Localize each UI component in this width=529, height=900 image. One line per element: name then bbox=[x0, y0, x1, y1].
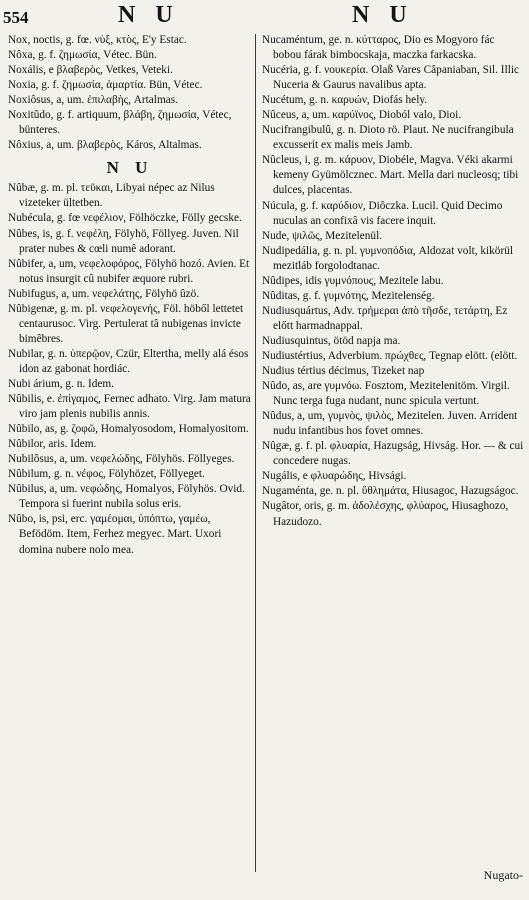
dictionary-entry: Nûdo, as, are γυμνόω. Fosztom, Mezitelenitöm. Virgil. Nunc terga fuga nudant, nunc spicula vertunt. bbox=[262, 380, 510, 408]
dictionary-entry: Nûcleus, i, g. m. κάρυον, Diobéle, Magva. Véki akarmi kemeny Gyümölcznec. Mart. Mella dari nucleosq; tibi dulces, placentas. bbox=[262, 154, 519, 197]
dictionary-entry: Nûbes, is, g. f. νεφέλη, Fölyhö, Föllyeg. Juven. Nil prater nubes & cœli numê adorant. bbox=[8, 227, 239, 255]
dictionary-entry: Nude, ψιλῶς, Mezitelenül. bbox=[262, 229, 383, 242]
dictionary-entry: Noxia, g. f. ζημωσία, ἁμαρτία. Bün, Vétec. bbox=[8, 79, 203, 92]
left-column bbox=[8, 33, 252, 558]
dictionary-entry: Nudipedália, g. n. pl. γυμνοπόδια, Aldozat volt, kikörül mezitláb forgolodtanac. bbox=[262, 244, 514, 272]
dictionary-entry: Nûbilis, e. ἐπίγαμος, Fernec adhato. Virg. Jam matura viro jam plenis nubilis annis. bbox=[8, 393, 251, 421]
dictionary-entry: Nucétum, g. n. καρυών, Diofás hely. bbox=[262, 94, 428, 107]
dictionary-entry: Nudiusquintus, ötöd napja ma. bbox=[262, 334, 401, 347]
dictionary-entry: Nûbifer, a, um, νεφελοφόρος, Fölyhö hozó. Avien. Et notus insurgit cû nubifer æquore rubri. bbox=[8, 257, 250, 285]
dictionary-entry: Nucéria, g. f. νουκερία. Olaß Vares Câpaniaban, Sil. Illic Nuceria & Gaurus navalibus apta. bbox=[262, 64, 520, 92]
dictionary-entry: Nubilar, g. n. ὑπερῷον, Czür, Eltertha, melly alá ésos idon az gabonat hordiác. bbox=[8, 347, 249, 375]
dictionary-entry: Nugaménta, ge. n. pl. ὕθλημάτα, Hiusagoc, Hazugságoc. bbox=[262, 485, 519, 498]
left-entries-top bbox=[8, 33, 252, 153]
right-column bbox=[262, 33, 524, 530]
dictionary-entry: Nugális, e φλυαρώδης, Hivsági. bbox=[262, 470, 407, 483]
dictionary-entry: Nubécula, g. fœ νεφέλιον, Fölhöczke, Fölly gecske. bbox=[8, 212, 242, 225]
page-number: 554 bbox=[3, 8, 29, 27]
dictionary-entry: Noxitûdo, g. f. artiquum, βλάβη, ζημωσία, Vétec, bünteres. bbox=[8, 109, 232, 137]
dictionary-entry: Nudiustértius, Adverbium. πρώχθες, Tegnap elött. (elött. bbox=[262, 349, 518, 362]
section-heading: N U bbox=[106, 158, 154, 178]
dictionary-entry: Nôxius, a, um. βλαβερὸς, Káros, Altalmas. bbox=[8, 139, 202, 152]
left-entries-bottom bbox=[8, 181, 252, 557]
dictionary-entry: Nûditas, g. f. γυμνότης, Mezitelenség. bbox=[262, 289, 435, 302]
dictionary-entry: Nugâtor, oris, g. m. ἀδολέσχης, φλύαρος, Hiusaghozo, Hazudozo. bbox=[262, 500, 509, 528]
left-column-heading: N U bbox=[118, 2, 180, 28]
dictionary-entry: Nox, noctis, g. fœ. νὺξ, κτὸς, E'y Estac. bbox=[8, 34, 187, 46]
dictionary-entry: Noxiôsus, a, um. ἐπιλαβὴς, Artalmas. bbox=[8, 94, 178, 107]
dictionary-entry: Nûbilus, a, um. νεφώδης, Homalyos, Fölyhös. Ovid. Tempora si fuerint nubila solus eris. bbox=[8, 483, 245, 511]
dictionary-entry: Nucaméntum, ge. n. κύτταρος, Dio es Mogyoro fác bobou fárak bimbocskaja, maczka farkacska. bbox=[262, 34, 495, 62]
right-column-heading: N U bbox=[352, 2, 414, 28]
dictionary-entry: Nûdipes, idis γυμνόπους, Mezitele labu. bbox=[262, 274, 444, 287]
dictionary-entry: Nubi árium, g. n. Idem. bbox=[8, 377, 115, 390]
dictionary-entry: Nûgæ, g. f. pl. φλυαρία, Hazugság, Hivság. Hor. — & cui concedere nugas. bbox=[262, 440, 524, 468]
dictionary-entry: Nûdus, a, um, γυμνὸς, ψιλὸς, Mezitelen. Juven. Arrident nudu infantibus hos fovet omnes. bbox=[262, 410, 518, 438]
dictionary-entry: Nûbilo, as, g. ζοφῶ, Homalyosodom, Homalyositom. bbox=[8, 423, 249, 436]
dictionary-entry: Nubilôsus, a, um. νεφελώδης, Fölyhös. Föllyeges. bbox=[8, 453, 235, 466]
dictionary-entry: Nudius tértius décimus, Tizeket nap bbox=[262, 365, 425, 378]
dictionary-entry: Nûbo, is, psi, erc. γαμέομαι, ὑπόπτω, γαμέω, Befödöm. Item, Ferhez megyec. Mart. Uxori domina nubere nolo mea. bbox=[8, 513, 222, 556]
page-header bbox=[0, 0, 529, 34]
dictionary-entry: Nucifrangibulû, g. n. Dioto rö. Plaut. Ne nucifrangibula excusserit ex malis meis Jamb. bbox=[262, 124, 514, 152]
dictionary-entry: Nubifugus, a, um. νεφελάτης, Fölyhö ûzö. bbox=[8, 287, 200, 300]
dictionary-entry: Nûbilum, g. n. νέφος, Fölyhözet, Föllyeget. bbox=[8, 468, 205, 481]
dictionary-entry: Noxális, e βλαβερὸς, Vetkes, Veteki. bbox=[8, 64, 173, 77]
dictionary-entry: Nûbigenæ, g. m. pl. νεφελογενής, Föl. höből lettetet centaurusoc. Virg. Pertulerat tâ nubigenas invicte bimêbres. bbox=[8, 302, 244, 345]
dictionary-entry: Nudiusquártus, Adv. τρήμεραι ἀπὸ τῆσδε, τετάρτη, Ez előtt harmadnappal. bbox=[262, 304, 508, 332]
dictionary-entry: Núcula, g. f. καρύδιον, Diôczka. Lucil. Quid Decimo nuculas an confixâ vis facere inquit. bbox=[262, 199, 503, 227]
column-rule bbox=[255, 34, 256, 872]
catchword: Nugato- bbox=[483, 868, 523, 882]
right-entries bbox=[262, 33, 524, 530]
dictionary-entry: Nûbilor, aris. Idem. bbox=[8, 438, 97, 451]
dictionary-entry: Nôxa, g. f. ζημωσία, Vétec. Bün. bbox=[8, 49, 157, 62]
dictionary-entry: Nûbæ, g. m. pl. τεῦκαι, Libyai népec az Nilus vizeteker ültetben. bbox=[8, 182, 215, 210]
dictionary-entry: Nûceus, a, um. καρύϊνος, Dioból valo, Dioi. bbox=[262, 109, 462, 122]
